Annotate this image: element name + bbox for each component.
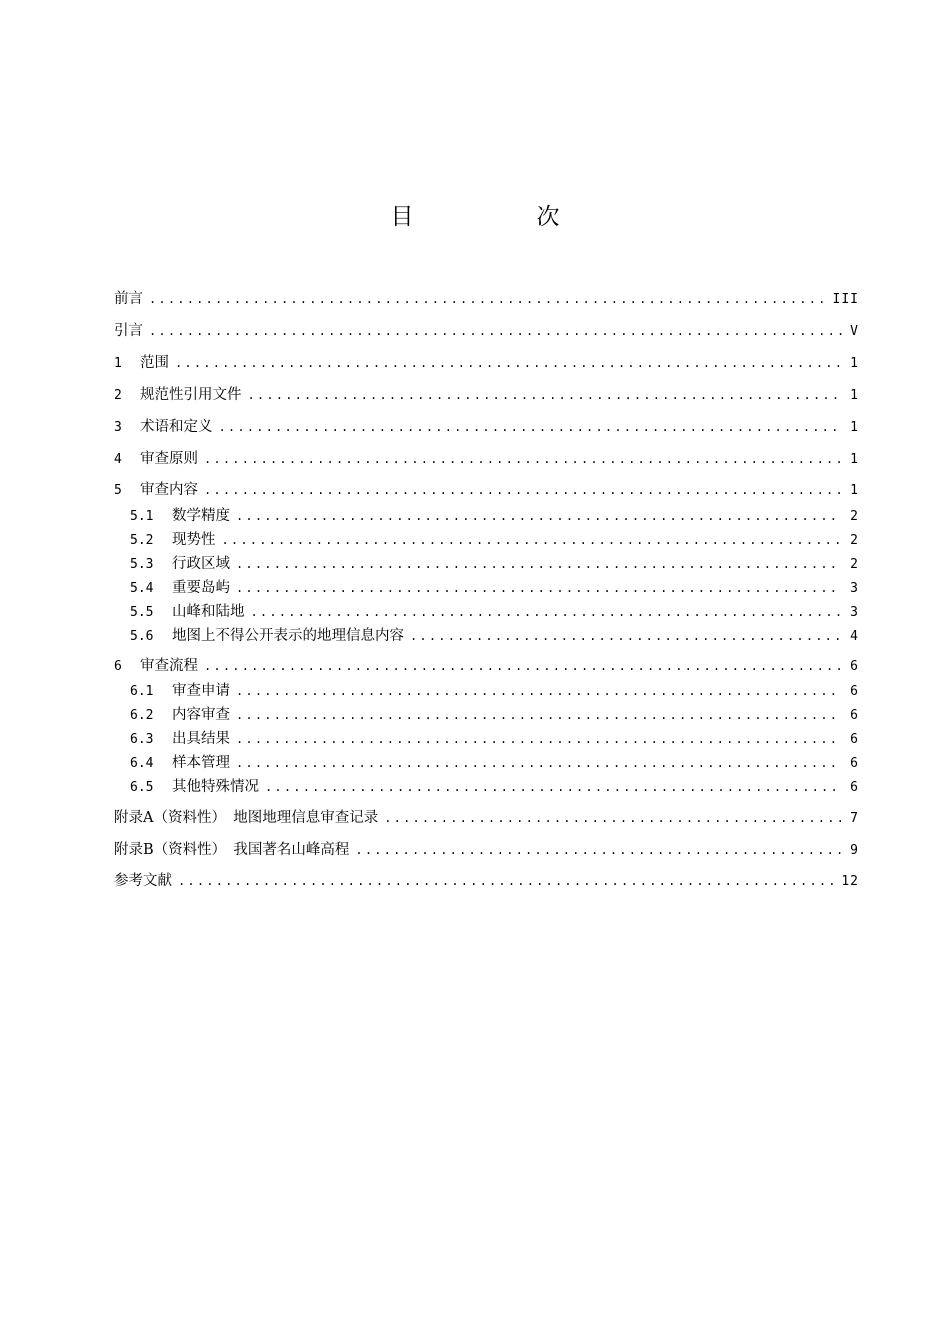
toc-entry-number: 6.2 bbox=[130, 708, 154, 723]
toc-page-number: 1 bbox=[850, 356, 859, 371]
toc-entry-label: 附录A（资料性） 地图地理信息审查记录 bbox=[114, 810, 379, 826]
toc-entry-number: 6.5 bbox=[130, 780, 154, 795]
toc-page-number: III bbox=[832, 292, 859, 307]
toc-page-number: V bbox=[850, 324, 859, 339]
toc-leader-dots bbox=[149, 321, 842, 341]
toc-page-number: 6 bbox=[850, 684, 859, 699]
toc-entry-label: 行政区域 bbox=[172, 556, 230, 572]
toc-entry-2[interactable] bbox=[114, 385, 859, 405]
toc-leader-dots bbox=[219, 417, 843, 437]
toc-page-number: 2 bbox=[850, 557, 859, 572]
toc-entry-number: 1 bbox=[114, 356, 122, 371]
toc-entry-5-1[interactable] bbox=[130, 506, 859, 526]
toc-entry-label: 前言 bbox=[114, 291, 143, 307]
toc-leader-dots bbox=[178, 871, 833, 891]
toc-entry-number: 3 bbox=[114, 420, 122, 435]
toc-page-number: 6 bbox=[850, 659, 859, 674]
toc-entry-3[interactable] bbox=[114, 417, 859, 437]
toc-page-number: 1 bbox=[850, 420, 859, 435]
toc-entry-number: 5.2 bbox=[130, 533, 154, 548]
toc-entry-5-2[interactable] bbox=[130, 530, 859, 550]
toc-entry-number: 6.1 bbox=[130, 684, 154, 699]
toc-entry-bibliography[interactable] bbox=[114, 871, 859, 891]
toc-page-number: 12 bbox=[841, 874, 859, 889]
toc-entry-foreword[interactable] bbox=[114, 289, 859, 309]
toc-entry-number: 6 bbox=[114, 659, 122, 674]
toc-entry-number: 4 bbox=[114, 452, 122, 467]
toc-entry-5[interactable] bbox=[114, 480, 859, 500]
toc-entry-number: 5 bbox=[114, 483, 122, 498]
toc-leader-dots bbox=[265, 777, 842, 797]
toc-leader-dots bbox=[355, 840, 842, 860]
toc-entry-label: 审查内容 bbox=[140, 482, 198, 498]
toc-leader-dots bbox=[236, 506, 842, 526]
toc-entry-label: 其他特殊情况 bbox=[172, 779, 259, 795]
toc-entry-number: 5.6 bbox=[130, 629, 154, 644]
toc-leader-dots bbox=[149, 289, 825, 309]
toc-page-number: 1 bbox=[850, 483, 859, 498]
toc-page-number: 4 bbox=[850, 629, 859, 644]
toc-leader-dots bbox=[236, 578, 842, 598]
toc-page-number: 7 bbox=[850, 811, 859, 826]
toc-page-number: 2 bbox=[850, 533, 859, 548]
toc-entry-label: 附录B（资料性） 我国著名山峰高程 bbox=[114, 842, 350, 858]
toc-leader-dots bbox=[410, 626, 842, 646]
toc-entry-introduction[interactable] bbox=[114, 321, 859, 341]
toc-entry-label: 样本管理 bbox=[172, 755, 230, 771]
toc-entry-1[interactable] bbox=[114, 353, 859, 373]
toc-entry-number: 5.5 bbox=[130, 605, 154, 620]
toc-leader-dots bbox=[236, 729, 842, 749]
toc-entry-label: 内容审查 bbox=[172, 707, 230, 723]
toc-entry-label: 范围 bbox=[140, 355, 169, 371]
toc-entry-label: 术语和定义 bbox=[140, 419, 213, 435]
toc-entry-label: 地图上不得公开表示的地理信息内容 bbox=[172, 628, 404, 644]
toc-entry-label: 重要岛屿 bbox=[172, 580, 230, 596]
toc-entry-5-5[interactable] bbox=[130, 602, 859, 622]
toc-entry-6[interactable] bbox=[114, 656, 859, 676]
toc-leader-dots bbox=[248, 385, 843, 405]
toc-leader-dots bbox=[204, 656, 842, 676]
toc-page-number: 3 bbox=[850, 581, 859, 596]
toc-entry-6-5[interactable] bbox=[130, 777, 859, 797]
toc-entry-number: 6.4 bbox=[130, 756, 154, 771]
toc-entry-appendix-a[interactable] bbox=[114, 808, 859, 828]
toc-page-number: 1 bbox=[850, 388, 859, 403]
toc-entry-label: 现势性 bbox=[172, 532, 216, 548]
toc-entry-appendix-b[interactable] bbox=[114, 840, 859, 860]
toc-entry-label: 审查流程 bbox=[140, 658, 198, 674]
toc-entry-6-1[interactable] bbox=[130, 681, 859, 701]
toc-entry-label: 引言 bbox=[114, 323, 143, 339]
toc-entry-label: 数学精度 bbox=[172, 508, 230, 524]
toc-entry-5-6[interactable] bbox=[130, 626, 859, 646]
toc-entry-label: 山峰和陆地 bbox=[172, 604, 245, 620]
toc-entry-6-4[interactable] bbox=[130, 753, 859, 773]
toc-entry-6-3[interactable] bbox=[130, 729, 859, 749]
toc-page-number: 2 bbox=[850, 509, 859, 524]
toc-leader-dots bbox=[236, 705, 842, 725]
toc-leader-dots bbox=[204, 480, 842, 500]
toc-leader-dots bbox=[222, 530, 843, 550]
toc-entry-5-4[interactable] bbox=[130, 578, 859, 598]
toc-entry-5-3[interactable] bbox=[130, 554, 859, 574]
toc-entry-label: 规范性引用文件 bbox=[140, 387, 242, 403]
toc-page-number: 6 bbox=[850, 732, 859, 747]
toc-leader-dots bbox=[251, 602, 843, 622]
toc-leader-dots bbox=[236, 681, 842, 701]
toc-page-number: 1 bbox=[850, 452, 859, 467]
page-title: 目 次 bbox=[390, 204, 610, 230]
toc-entry-label: 审查申请 bbox=[172, 683, 230, 699]
toc-page-number: 6 bbox=[850, 756, 859, 771]
toc-page-number: 3 bbox=[850, 605, 859, 620]
toc-leader-dots bbox=[384, 808, 842, 828]
toc-page-number: 6 bbox=[850, 780, 859, 795]
toc-leader-dots bbox=[175, 353, 842, 373]
toc-entry-label: 参考文献 bbox=[114, 873, 172, 889]
toc-entry-label: 出具结果 bbox=[172, 731, 230, 747]
toc-entry-number: 6.3 bbox=[130, 732, 154, 747]
toc-entry-number: 5.1 bbox=[130, 509, 154, 524]
toc-leader-dots bbox=[236, 753, 842, 773]
toc-entry-number: 5.4 bbox=[130, 581, 154, 596]
toc-entry-4[interactable] bbox=[114, 449, 859, 469]
toc-entry-6-2[interactable] bbox=[130, 705, 859, 725]
toc-leader-dots bbox=[204, 449, 842, 469]
toc-entry-number: 5.3 bbox=[130, 557, 154, 572]
toc-page-number: 9 bbox=[850, 843, 859, 858]
toc-entry-label: 审查原则 bbox=[140, 451, 198, 467]
toc-leader-dots bbox=[236, 554, 842, 574]
toc-entry-number: 2 bbox=[114, 388, 122, 403]
toc-page-number: 6 bbox=[850, 708, 859, 723]
